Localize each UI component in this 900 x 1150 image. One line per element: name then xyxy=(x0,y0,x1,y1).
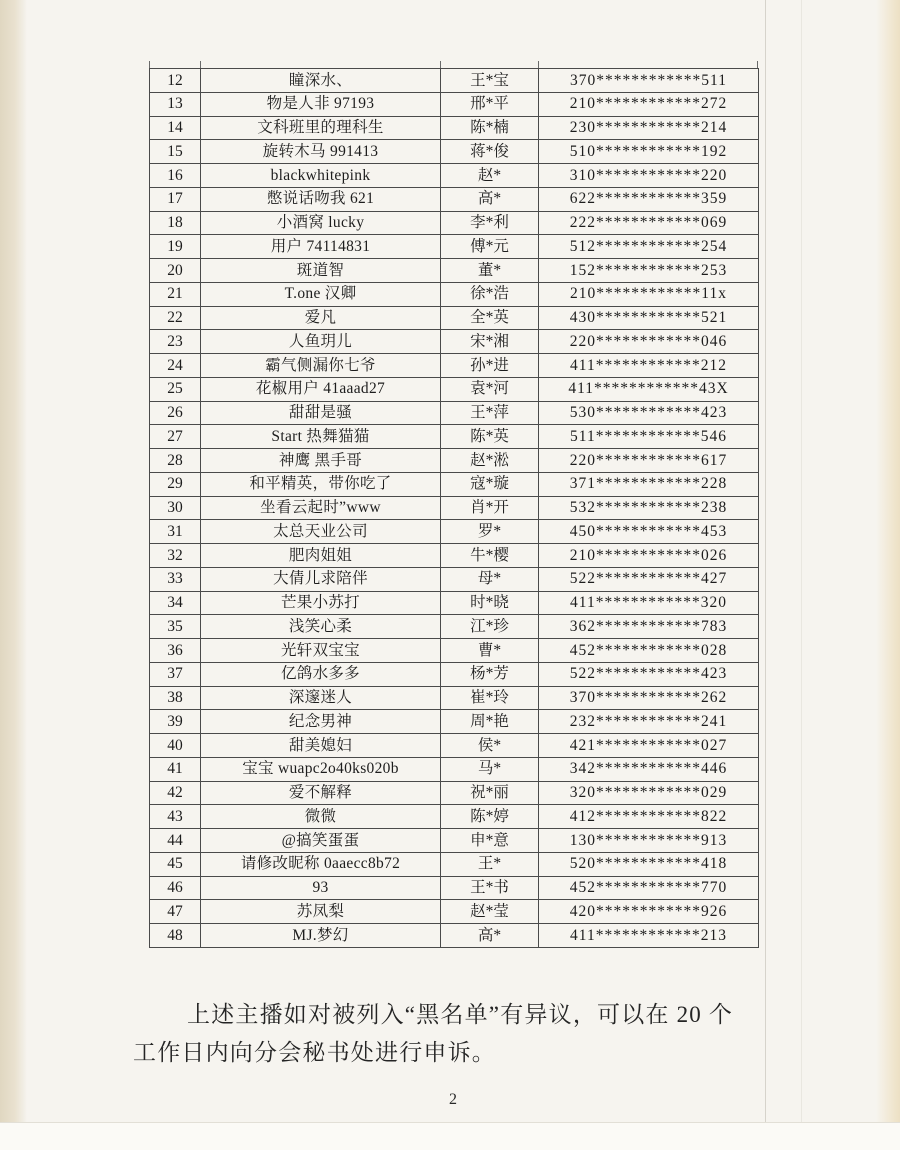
cell-no: 38 xyxy=(150,686,201,710)
cell-no: 44 xyxy=(150,829,201,853)
cell-no: 39 xyxy=(150,710,201,734)
cell-name: 母* xyxy=(441,567,539,591)
cell-name: 罗* xyxy=(441,520,539,544)
cell-no: 18 xyxy=(150,211,201,235)
cell-name: 赵* xyxy=(441,164,539,188)
blacklist-table xyxy=(149,68,759,948)
cell-nickname: MJ.梦幻 xyxy=(201,924,441,948)
table-row xyxy=(150,140,759,164)
cell-id_number: 310************220 xyxy=(539,164,759,188)
cell-name: 赵*莹 xyxy=(441,900,539,924)
cell-id_number: 222************069 xyxy=(539,211,759,235)
table-row xyxy=(150,829,759,853)
cell-no: 19 xyxy=(150,235,201,259)
page-number: 2 xyxy=(449,1091,458,1108)
cell-nickname: 瞳深水、 xyxy=(201,69,441,93)
cell-name: 申*意 xyxy=(441,829,539,853)
cell-name: 杨*芳 xyxy=(441,662,539,686)
cell-id_number: 411************212 xyxy=(539,354,759,378)
cell-no: 37 xyxy=(150,662,201,686)
table-row xyxy=(150,401,759,425)
paper-right-edge-shadow xyxy=(876,0,900,1122)
cell-id_number: 520************418 xyxy=(539,852,759,876)
table-row xyxy=(150,496,759,520)
cell-id_number: 522************423 xyxy=(539,662,759,686)
table-row xyxy=(150,924,759,948)
cell-no: 40 xyxy=(150,734,201,758)
cell-name: 邢*平 xyxy=(441,92,539,116)
cell-no: 36 xyxy=(150,639,201,663)
table-row xyxy=(150,734,759,758)
cell-name: 袁*河 xyxy=(441,377,539,401)
table-row xyxy=(150,710,759,734)
table-row xyxy=(150,686,759,710)
cell-nickname: 93 xyxy=(201,876,441,900)
cell-no: 24 xyxy=(150,354,201,378)
cell-id_number: 232************241 xyxy=(539,710,759,734)
cell-nickname: 和平精英，带你吃了 xyxy=(201,472,441,496)
table-row xyxy=(150,306,759,330)
cell-no: 25 xyxy=(150,377,201,401)
cell-name: 陈*英 xyxy=(441,425,539,449)
cell-no: 20 xyxy=(150,259,201,283)
cell-no: 26 xyxy=(150,401,201,425)
cell-no: 13 xyxy=(150,92,201,116)
cell-no: 16 xyxy=(150,164,201,188)
cell-id_number: 210************026 xyxy=(539,544,759,568)
cell-id_number: 510************192 xyxy=(539,140,759,164)
cell-nickname: @搞笑蛋蛋 xyxy=(201,829,441,853)
cell-nickname: 微微 xyxy=(201,805,441,829)
cell-name: 寇*璇 xyxy=(441,472,539,496)
cell-nickname: 文科班里的理科生 xyxy=(201,116,441,140)
cell-id_number: 412************822 xyxy=(539,805,759,829)
table-row xyxy=(150,520,759,544)
table-row xyxy=(150,116,759,140)
cell-name: 崔*玲 xyxy=(441,686,539,710)
table-row xyxy=(150,639,759,663)
cell-nickname: 憋说话吻我 621 xyxy=(201,187,441,211)
cell-id_number: 210************11x xyxy=(539,282,759,306)
cell-nickname: 用户 74114831 xyxy=(201,235,441,259)
cell-id_number: 362************783 xyxy=(539,615,759,639)
table-row xyxy=(150,567,759,591)
cell-nickname: 物是人非 97193 xyxy=(201,92,441,116)
cell-name: 蒋*俊 xyxy=(441,140,539,164)
cell-id_number: 220************046 xyxy=(539,330,759,354)
cell-no: 17 xyxy=(150,187,201,211)
cell-no: 15 xyxy=(150,140,201,164)
cell-id_number: 530************423 xyxy=(539,401,759,425)
cell-nickname: 斑道智 xyxy=(201,259,441,283)
cell-name: 高* xyxy=(441,924,539,948)
cell-name: 傅*元 xyxy=(441,235,539,259)
table-row xyxy=(150,757,759,781)
cell-no: 42 xyxy=(150,781,201,805)
cell-name: 陈*楠 xyxy=(441,116,539,140)
cell-nickname: 旋转木马 991413 xyxy=(201,140,441,164)
cell-name: 徐*浩 xyxy=(441,282,539,306)
table-row xyxy=(150,425,759,449)
cell-no: 12 xyxy=(150,69,201,93)
table-row xyxy=(150,164,759,188)
cell-id_number: 230************214 xyxy=(539,116,759,140)
cell-id_number: 522************427 xyxy=(539,567,759,591)
cell-name: 曹* xyxy=(441,639,539,663)
cell-name: 王*宝 xyxy=(441,69,539,93)
table-row xyxy=(150,900,759,924)
table-row xyxy=(150,354,759,378)
table-row xyxy=(150,449,759,473)
cell-name: 全*英 xyxy=(441,306,539,330)
cell-nickname: 霸气侧漏你七爷 xyxy=(201,354,441,378)
cell-name: 陈*婷 xyxy=(441,805,539,829)
cell-id_number: 511************546 xyxy=(539,425,759,449)
cell-no: 43 xyxy=(150,805,201,829)
cell-id_number: 411************43X xyxy=(539,377,759,401)
cell-id_number: 512************254 xyxy=(539,235,759,259)
cell-nickname: 大倩儿求陪伴 xyxy=(201,567,441,591)
cell-name: 王*萍 xyxy=(441,401,539,425)
cell-no: 14 xyxy=(150,116,201,140)
cell-name: 宋*湘 xyxy=(441,330,539,354)
cell-nickname: 光轩双宝宝 xyxy=(201,639,441,663)
table-row xyxy=(150,282,759,306)
cell-id_number: 450************453 xyxy=(539,520,759,544)
appeal-paragraph-line-2: 工作日内向分会秘书处进行申诉。 xyxy=(133,1040,496,1065)
cell-nickname: 坐看云起时”www xyxy=(201,496,441,520)
cell-no: 23 xyxy=(150,330,201,354)
cell-nickname: 甜甜是骚 xyxy=(201,401,441,425)
cell-id_number: 371************228 xyxy=(539,472,759,496)
table-row xyxy=(150,591,759,615)
cell-nickname: 爱凡 xyxy=(201,306,441,330)
table-row xyxy=(150,544,759,568)
cell-nickname: 请修改昵称 0aaecc8b72 xyxy=(201,852,441,876)
cell-nickname: 宝宝 wuapc2o40ks020b xyxy=(201,757,441,781)
appeal-paragraph-line-1: 上述主播如对被列入“黑名单”有异议，可以在 20 个 xyxy=(187,1002,734,1027)
table-row xyxy=(150,781,759,805)
cell-name: 祝*丽 xyxy=(441,781,539,805)
cell-nickname: blackwhitepink xyxy=(201,164,441,188)
underlying-page-edge-1 xyxy=(765,0,766,1122)
table-row xyxy=(150,472,759,496)
cell-nickname: 亿鸽水多多 xyxy=(201,662,441,686)
cell-no: 28 xyxy=(150,449,201,473)
cell-id_number: 452************770 xyxy=(539,876,759,900)
cell-id_number: 421************027 xyxy=(539,734,759,758)
cell-nickname: 肥肉姐姐 xyxy=(201,544,441,568)
cell-name: 牛*樱 xyxy=(441,544,539,568)
cell-nickname: 神鹰 黑手哥 xyxy=(201,449,441,473)
table-row xyxy=(150,235,759,259)
cell-no: 41 xyxy=(150,757,201,781)
cell-no: 46 xyxy=(150,876,201,900)
cell-name: 高* xyxy=(441,187,539,211)
underlying-page-edge-2 xyxy=(801,0,802,1122)
cell-no: 27 xyxy=(150,425,201,449)
table-row xyxy=(150,805,759,829)
cell-name: 王*书 xyxy=(441,876,539,900)
cell-name: 王* xyxy=(441,852,539,876)
cell-id_number: 420************926 xyxy=(539,900,759,924)
cell-no: 47 xyxy=(150,900,201,924)
table-row xyxy=(150,876,759,900)
cell-no: 34 xyxy=(150,591,201,615)
cell-id_number: 411************320 xyxy=(539,591,759,615)
cell-name: 李*利 xyxy=(441,211,539,235)
cell-no: 32 xyxy=(150,544,201,568)
table-body xyxy=(150,69,759,948)
cell-name: 时*晓 xyxy=(441,591,539,615)
cell-id_number: 152************253 xyxy=(539,259,759,283)
cell-nickname: 太总天业公司 xyxy=(201,520,441,544)
table-row xyxy=(150,211,759,235)
cell-no: 30 xyxy=(150,496,201,520)
next-page-edge xyxy=(0,1122,900,1150)
cell-nickname: 甜美媳妇 xyxy=(201,734,441,758)
cell-nickname: 小酒窝 lucky xyxy=(201,211,441,235)
cell-name: 董* xyxy=(441,259,539,283)
cell-no: 21 xyxy=(150,282,201,306)
table-row xyxy=(150,377,759,401)
cell-name: 江*珍 xyxy=(441,615,539,639)
cell-id_number: 130************913 xyxy=(539,829,759,853)
cell-id_number: 220************617 xyxy=(539,449,759,473)
scanner-bed-strip xyxy=(0,0,27,1122)
cell-name: 肖*开 xyxy=(441,496,539,520)
table-row xyxy=(150,69,759,93)
cell-nickname: 深邃迷人 xyxy=(201,686,441,710)
cell-id_number: 411************213 xyxy=(539,924,759,948)
cell-no: 35 xyxy=(150,615,201,639)
cell-name: 马* xyxy=(441,757,539,781)
cell-id_number: 532************238 xyxy=(539,496,759,520)
cell-no: 29 xyxy=(150,472,201,496)
table-row xyxy=(150,259,759,283)
cell-id_number: 622************359 xyxy=(539,187,759,211)
cell-no: 48 xyxy=(150,924,201,948)
cell-id_number: 430************521 xyxy=(539,306,759,330)
cell-no: 22 xyxy=(150,306,201,330)
table-row xyxy=(150,615,759,639)
cell-name: 孙*进 xyxy=(441,354,539,378)
cell-no: 45 xyxy=(150,852,201,876)
cell-nickname: 纪念男神 xyxy=(201,710,441,734)
cell-name: 周*艳 xyxy=(441,710,539,734)
cell-nickname: T.one 汉卿 xyxy=(201,282,441,306)
cell-name: 侯* xyxy=(441,734,539,758)
cell-nickname: 人鱼玥儿 xyxy=(201,330,441,354)
cell-id_number: 342************446 xyxy=(539,757,759,781)
cell-id_number: 320************029 xyxy=(539,781,759,805)
cell-no: 33 xyxy=(150,567,201,591)
cell-no: 31 xyxy=(150,520,201,544)
cell-nickname: 芒果小苏打 xyxy=(201,591,441,615)
cell-nickname: 爱不解释 xyxy=(201,781,441,805)
table-row xyxy=(150,187,759,211)
table-row xyxy=(150,330,759,354)
table-row xyxy=(150,852,759,876)
cell-nickname: 花椒用户 41aaad27 xyxy=(201,377,441,401)
table-row xyxy=(150,92,759,116)
cell-id_number: 452************028 xyxy=(539,639,759,663)
cell-id_number: 370************262 xyxy=(539,686,759,710)
cell-nickname: 苏凤梨 xyxy=(201,900,441,924)
table-row xyxy=(150,662,759,686)
cell-name: 赵*淞 xyxy=(441,449,539,473)
cell-id_number: 370************511 xyxy=(539,69,759,93)
cell-id_number: 210************272 xyxy=(539,92,759,116)
cell-nickname: 浅笑心柔 xyxy=(201,615,441,639)
cell-nickname: Start 热舞猫猫 xyxy=(201,425,441,449)
